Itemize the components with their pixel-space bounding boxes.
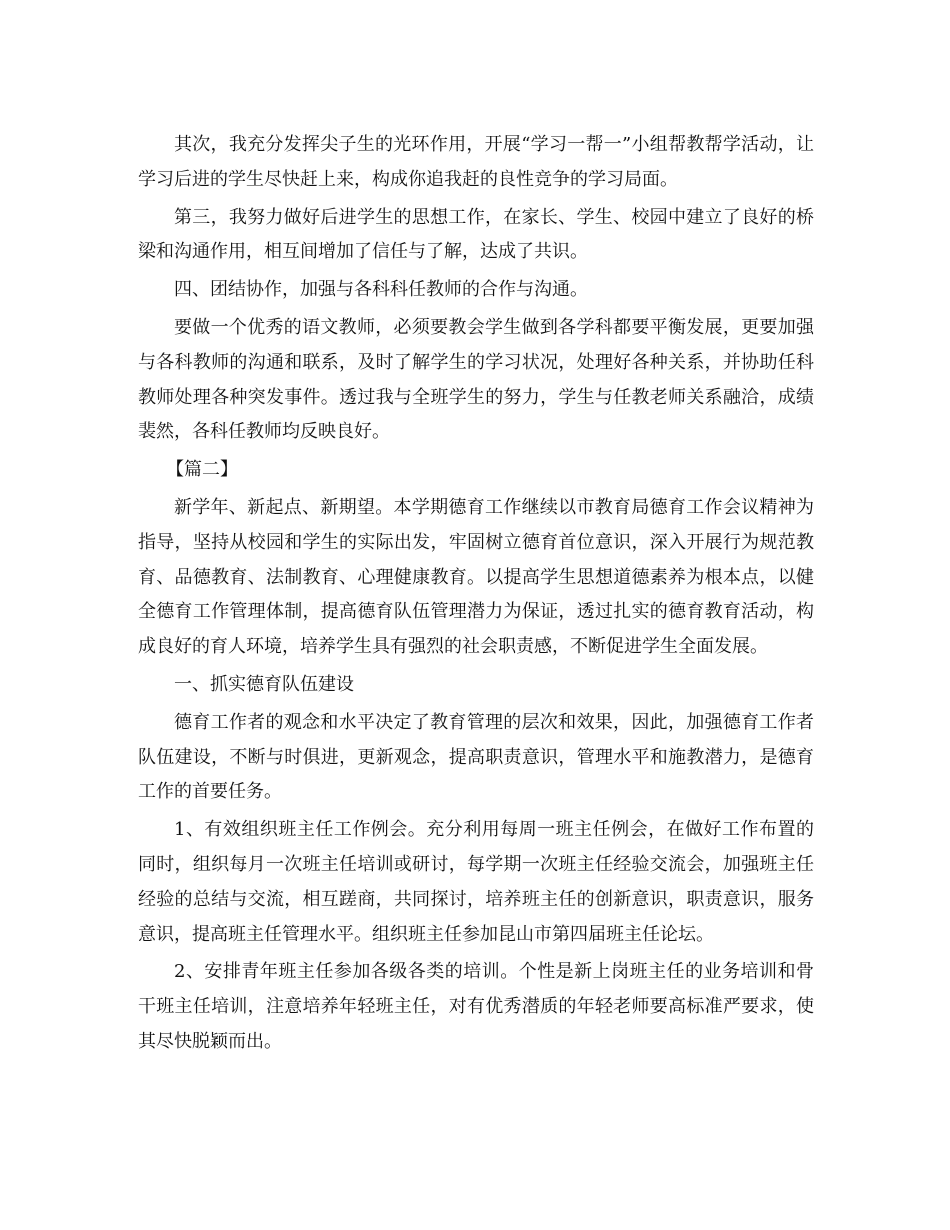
document-body xyxy=(138,128,814,1063)
section-heading-one: 一、抓实德育队伍建设 xyxy=(174,673,354,695)
paragraph-team-building: 德育工作者的观念和水平决定了教育管理的层次和效果，因此，加强德育工作者队伍建设，不断与时俱进，更新观念，提高职责意识，管理水平和施教潜力，是德育工作的首要任务。 xyxy=(138,711,814,803)
paragraph-new-semester: 新学年、新起点、新期望。本学期德育工作继续以市教育局德育工作会议精神为指导，坚持从校园和学生的实际出发，牢固树立德育首位意识，深入开展行为规范教育、品德教育、法制教育、心理健康教育。以提高学生思想道德素养为根本点，以健全德育工作管理体制，提高德育队伍管理潜力为保证，透过扎实的德育教育活动，构成良好的育人环境，培养学生具有强烈的社会职责感，不断促进学生全面发展。 xyxy=(138,496,814,658)
part-two-heading: 【篇二】 xyxy=(166,459,238,481)
paragraph-second-point: 其次，我充分发挥尖子生的光环作用，开展“学习一帮一”小组帮教帮学活动，让学习后进的学生尽快赶上来，构成你追我赶的良性竞争的学习局面。 xyxy=(138,134,814,190)
paragraph-item-2: 2、安排青年班主任参加各级各类的培训。个性是新上岗班主任的业务培训和骨干班主任培训，注意培养年轻班主任，对有优秀潜质的年轻老师要高标准严要求，使其尽快脱颖而出。 xyxy=(138,961,814,1052)
paragraph-item-1: 1、有效组织班主任工作例会。充分利用每周一班主任例会，在做好工作布置的同时，组织每月一次班主任培训或研讨，每学期一次班主任经验交流会，加强班主任经验的总结与交流，相互蹉商，共同探讨，培养班主任的创新意识，职责意识，服务意识，提高班主任管理水平。组织班主任参加昆山市第四届班主任论坛。 xyxy=(138,819,814,945)
paragraph-cooperation: 要做一个优秀的语文教师，必须要教会学生做到各学科都要平衡发展，更要加强与各科教师的沟通和联系，及时了解学生的学习状况，处理好各种关系，并协助任科教师处理各种突发事件。透过我与全班学生的努力，学生与任教老师关系融洽，成绩裴然，各科任教师均反映良好。 xyxy=(138,316,814,443)
section-heading-four: 四、团结协作，加强与各科科任教师的合作与沟通。 xyxy=(174,279,588,301)
paragraph-third-point: 第三，我努力做好后进学生的思想工作，在家长、学生、校园中建立了良好的桥梁和沟通作用，相互间增加了信任与了解，达成了共识。 xyxy=(138,206,814,263)
